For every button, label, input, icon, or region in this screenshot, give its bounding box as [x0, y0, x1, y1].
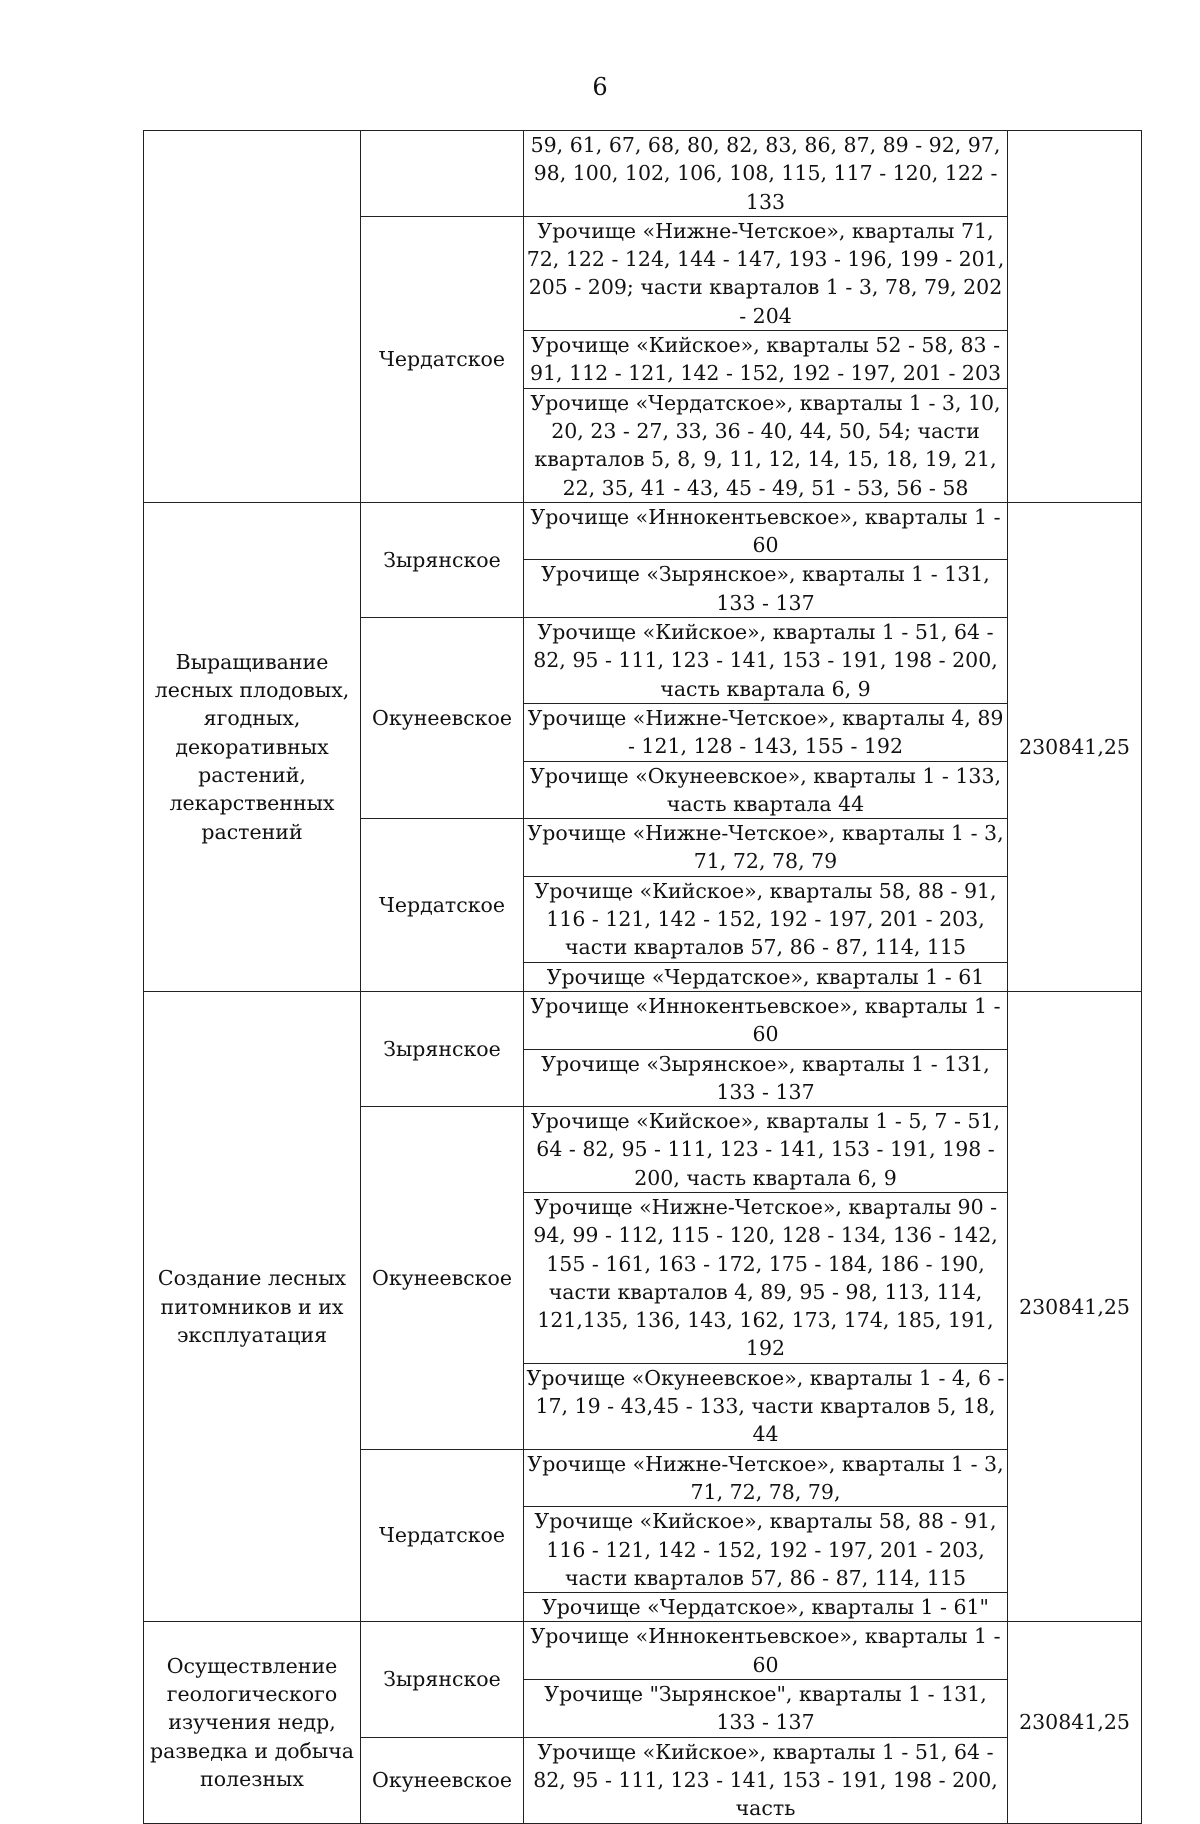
tract-cell: Урочище «Зырянское», кварталы 1 - 131, 133 - 137 [524, 1049, 1008, 1107]
forestry-cell: Чердатское [361, 819, 524, 992]
tract-cell: Урочище «Нижне-Четское», кварталы 1 - 3, 71, 72, 78, 79 [524, 819, 1008, 877]
area-cell: 230841,25 [1008, 1622, 1142, 1823]
tract-cell: Урочище «Иннокентьевское», кварталы 1 - 60 [524, 502, 1008, 560]
tract-cell: Урочище «Иннокентьевское», кварталы 1 - 60 [524, 1622, 1008, 1680]
page-number: 6 [592, 73, 608, 101]
forestry-cell: Зырянское [361, 991, 524, 1106]
forest-use-table [143, 130, 1142, 1824]
area-cell: 230841,25 [1008, 991, 1142, 1622]
activity-cell: Осуществление геологического изучения недр, разведка и добыча полезных [144, 1622, 361, 1823]
table-row [144, 502, 1142, 560]
tract-cell: Урочище «Кийское», кварталы 52 - 58, 83 - 91, 112 - 121, 142 - 152, 192 - 197, 201 - 203 [524, 331, 1008, 389]
tract-cell: Урочище «Кийское», кварталы 1 - 5, 7 - 51, 64 - 82, 95 - 111, 123 - 141, 153 - 191, 198 - 200, часть квартала 6, 9 [524, 1107, 1008, 1193]
table-row [144, 991, 1142, 1049]
tract-cell: 59, 61, 67, 68, 80, 82, 83, 86, 87, 89 - 92, 97, 98, 100, 102, 106, 108, 115, 117 - 120, 122 - 133 [524, 131, 1008, 217]
forestry-cell: Окунеевское [361, 1737, 524, 1823]
tract-cell: Урочище "Зырянское", кварталы 1 - 131, 133 - 137 [524, 1680, 1008, 1738]
activity-cell: Создание лесных питомников и их эксплуатация [144, 991, 361, 1622]
forestry-cell: Окунеевское [361, 618, 524, 819]
area-cell: 230841,25 [1008, 502, 1142, 991]
activity-cell [144, 131, 361, 503]
forestry-cell: Чердатское [361, 216, 524, 502]
tract-cell: Урочище «Нижне-Четское», кварталы 1 - 3, 71, 72, 78, 79, [524, 1449, 1008, 1507]
tract-cell: Урочище «Нижне-Четское», кварталы 90 - 94, 99 - 112, 115 - 120, 128 - 134, 136 - 142, 155 - 161, 163 - 172, 175 - 184, 186 - 190, части кварталов 4, 89, 95 - 98, 113, 114, 121,135, 136, 143, 162, 173, 174, 185, 191, 192 [524, 1192, 1008, 1363]
forestry-cell: Окунеевское [361, 1107, 524, 1450]
tract-cell: Урочище «Нижне-Четское», кварталы 71, 72, 122 - 124, 144 - 147, 193 - 196, 199 - 201, 205 - 209; части кварталов 1 - 3, 78, 79, 202 - 204 [524, 216, 1008, 330]
tract-cell: Урочище «Кийское», кварталы 1 - 51, 64 - 82, 95 - 111, 123 - 141, 153 - 191, 198 - 200, часть [524, 1737, 1008, 1823]
tract-cell: Урочище «Окунеевское», кварталы 1 - 133, часть квартала 44 [524, 761, 1008, 819]
table-row [144, 131, 1142, 217]
table-row [144, 1622, 1142, 1680]
tract-cell: Урочище «Зырянское», кварталы 1 - 131, 133 - 137 [524, 560, 1008, 618]
tract-cell: Урочище «Иннокентьевское», кварталы 1 - 60 [524, 991, 1008, 1049]
tract-cell: Урочище «Кийское», кварталы 1 - 51, 64 - 82, 95 - 111, 123 - 141, 153 - 191, 198 - 200, часть квартала 6, 9 [524, 618, 1008, 704]
tract-cell: Урочище «Чердатское», кварталы 1 - 61 [524, 962, 1008, 991]
forestry-cell: Чердатское [361, 1449, 524, 1622]
forestry-cell [361, 131, 524, 217]
tract-cell: Урочище «Нижне-Четское», кварталы 4, 89 - 121, 128 - 143, 155 - 192 [524, 703, 1008, 761]
tract-cell: Урочище «Чердатское», кварталы 1 - 3, 10, 20, 23 - 27, 33, 36 - 40, 44, 50, 54; части кварталов 5, 8, 9, 11, 12, 14, 15, 18, 19, 21, 22, 35, 41 - 43, 45 - 49, 51 - 53, 56 - 58 [524, 388, 1008, 502]
tract-cell: Урочище «Кийское», кварталы 58, 88 - 91, 116 - 121, 142 - 152, 192 - 197, 201 - 203, части кварталов 57, 86 - 87, 114, 115 [524, 1507, 1008, 1593]
tract-cell: Урочище «Окунеевское», кварталы 1 - 4, 6 - 17, 19 - 43,45 - 133, части кварталов 5, 18, 44 [524, 1363, 1008, 1449]
area-cell [1008, 131, 1142, 503]
activity-cell: Выращивание лесных плодовых, ягодных, декоративных растений, лекарственных растений [144, 502, 361, 991]
tract-cell: Урочище «Чердатское», кварталы 1 - 61" [524, 1593, 1008, 1622]
forestry-cell: Зырянское [361, 1622, 524, 1737]
forestry-cell: Зырянское [361, 502, 524, 617]
tract-cell: Урочище «Кийское», кварталы 58, 88 - 91, 116 - 121, 142 - 152, 192 - 197, 201 - 203, части кварталов 57, 86 - 87, 114, 115 [524, 876, 1008, 962]
